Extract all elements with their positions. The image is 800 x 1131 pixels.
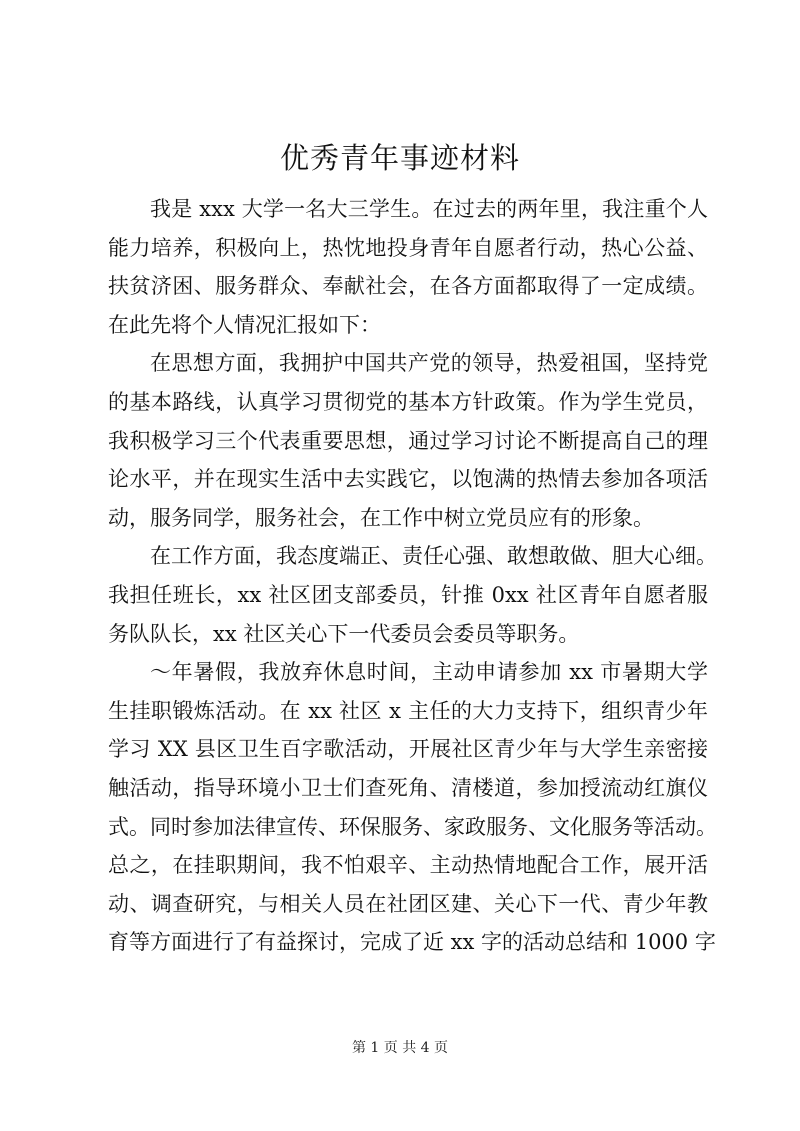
text-line: ～年暑假，我放弃休息时间，主动申请参加 xx 市暑期大学 <box>150 660 708 685</box>
text-line: 学习 XX 县区卫生百字歌活动，开展社区青少年与大学生亲密接 <box>108 737 708 762</box>
text-line: 在此先将个人情况汇报如下： <box>108 312 381 337</box>
text-line: 触活动，指导环境小卫士们查死角、清楼道，参加授流动红旗仪 <box>108 775 708 800</box>
document-body <box>108 190 717 962</box>
text-line: 务队队长，xx 社区关心下一代委员会委员等职务。 <box>108 621 580 646</box>
text-line: 的基本路线，认真学习贯彻党的基本方针政策。作为学生党员， <box>108 389 708 414</box>
page-footer: 第 1 页 共 4 页 <box>351 1040 449 1056</box>
text-line: 动、调查研究，与相关人员在社团区建、关心下一代、青少年教 <box>108 891 708 916</box>
text-line: 在工作方面，我态度端正、责任心强、敢想敢做、胆大心细。 <box>150 544 717 569</box>
text-line: 能力培养，积极向上，热忱地投身青年自愿者行动，热心公益、 <box>108 235 708 260</box>
text-line: 式。同时参加法律宣传、环保服务、家政服务、文化服务等活动。 <box>108 814 717 839</box>
text-line: 论水平，并在现实生活中去实践它，以饱满的热情去参加各项活 <box>108 467 708 492</box>
document-title: 优秀青年事迹材料 <box>279 141 520 175</box>
text-line: 生挂职锻炼活动。在 xx 社区 x 主任的大力支持下，组织青少年 <box>108 698 708 723</box>
text-line: 我是 xxx 大学一名大三学生。在过去的两年里，我注重个人 <box>150 197 708 221</box>
text-line: 我积极学习三个代表重要思想，通过学习讨论不断提高自己的理 <box>108 428 708 453</box>
text-line: 总之，在挂职期间，我不怕艰辛、主动热情地配合工作，展开活 <box>108 853 708 878</box>
text-line: 在思想方面，我拥护中国共产党的领导，热爱祖国，坚持党 <box>150 351 708 376</box>
text-line: 我担任班长，xx 社区团支部委员，针推 0xx 社区青年自愿者服 <box>108 582 708 607</box>
text-line: 育等方面进行了有益探讨，完成了近 xx 字的活动总结和 1000 字 <box>108 930 716 955</box>
text-line: 动，服务同学，服务社会，在工作中树立党员应有的形象。 <box>108 505 654 530</box>
text-line: 扶贫济困、服务群众、奉献社会，在各方面都取得了一定成绩。 <box>108 274 708 299</box>
